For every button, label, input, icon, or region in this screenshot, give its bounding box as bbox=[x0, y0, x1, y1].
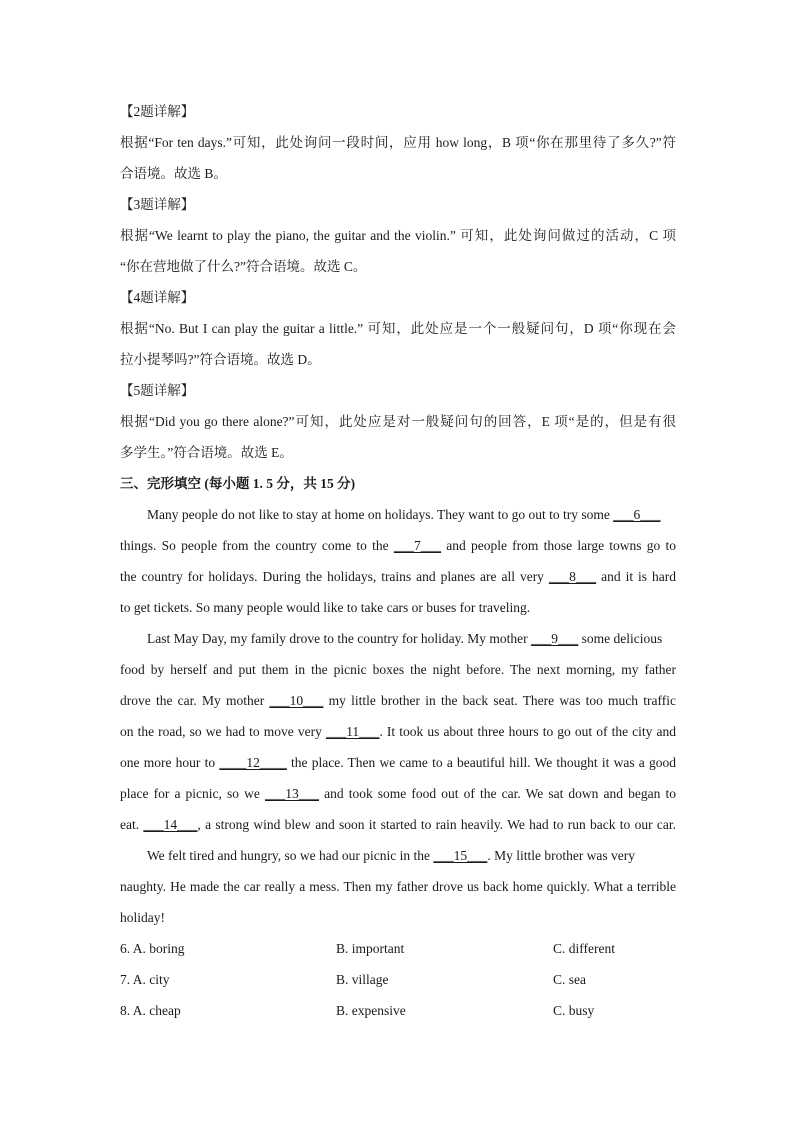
document-page bbox=[120, 96, 676, 1026]
passage-line bbox=[120, 499, 676, 530]
passage-text: food by herself and put them in the picnic boxes the night before. The next morning, my father bbox=[120, 662, 676, 677]
passage-text: and it is hard bbox=[596, 569, 676, 584]
explanation-2-line-1: 根据“For ten days.”可知，此处询问一段时间，应用 how long，B 项“你在那里待了多久?”符 bbox=[120, 135, 676, 150]
explanation-2-line-2: 合语境。故选 B。 bbox=[120, 166, 227, 181]
option-row-6 bbox=[120, 933, 676, 964]
passage-line bbox=[120, 561, 676, 592]
passage-text: . It took us about three hours to go out of the city and bbox=[379, 724, 676, 739]
passage-line bbox=[120, 592, 676, 623]
passage-text: . My little brother was very bbox=[487, 848, 636, 863]
passage-text: drove the car. My mother bbox=[120, 693, 270, 708]
blank-15: ___15___ bbox=[433, 848, 488, 863]
explanation-4-line-2: 拉小提琴吗?”符合语境。故选 D。 bbox=[120, 352, 321, 367]
passage-text: and took some food out of the car. We sat down and began to bbox=[318, 786, 676, 801]
blank-14: ___14___ bbox=[143, 817, 198, 832]
option-6c: C. different bbox=[553, 941, 615, 956]
passage-line bbox=[120, 530, 676, 561]
passage-text: holiday! bbox=[120, 910, 165, 925]
passage-line bbox=[120, 778, 676, 809]
passage-text: some delicious bbox=[578, 631, 663, 646]
passage-text: the place. Then we came to a beautiful hill. We thought it was a good bbox=[286, 755, 676, 770]
passage-text: Many people do not like to stay at home on holidays. They want to go out to try some bbox=[147, 507, 614, 522]
blank-11: ___11___ bbox=[325, 724, 380, 739]
passage-text: and people from those large towns go to bbox=[441, 538, 676, 553]
explanation-5-line-1: 根据“Did you go there alone?”可知，此处应是对一般疑问句的回答，E 项“是的，但是有很 bbox=[120, 414, 676, 429]
option-7b: B. village bbox=[336, 972, 389, 987]
passage-text: naughty. He made the car really a mess. Then my father drove us back home quickly. What a terrible bbox=[120, 879, 676, 894]
blank-12: ____12____ bbox=[219, 755, 287, 770]
passage-text: eat. bbox=[120, 817, 144, 832]
passage-text: to get tickets. So many people would like to take cars or buses for traveling. bbox=[120, 600, 531, 615]
blank-13: ___13___ bbox=[264, 786, 319, 801]
passage-line bbox=[120, 809, 676, 840]
option-6a: 6. A. boring bbox=[120, 941, 185, 956]
section-title: 三、完形填空 (每小题 1. 5 分，共 15 分) bbox=[120, 476, 356, 491]
explanation-3-line-2: “你在营地做了什么?”符合语境。故选 C。 bbox=[120, 259, 367, 274]
passage-line bbox=[120, 654, 676, 685]
passage-text: on the road, so we had to move very bbox=[120, 724, 326, 739]
passage-line bbox=[120, 716, 676, 747]
explanation-5-line-2: 多学生。”符合语境。故选 E。 bbox=[120, 445, 293, 460]
explanation-4-line-1: 根据“No. But I can play the guitar a little.” 可知，此处应是一个一般疑问句，D 项“你现在会 bbox=[120, 321, 676, 336]
option-8a: 8. A. cheap bbox=[120, 1003, 181, 1018]
option-row-8 bbox=[120, 995, 676, 1026]
option-8b: B. expensive bbox=[336, 1003, 406, 1018]
blank-9: ___9___ bbox=[531, 631, 579, 646]
option-row-7 bbox=[120, 964, 676, 995]
passage-line bbox=[120, 871, 676, 902]
option-6b: B. important bbox=[336, 941, 405, 956]
passage-text: one more hour to bbox=[120, 755, 220, 770]
passage-text: Last May Day, my family drove to the country for holiday. My mother bbox=[147, 631, 532, 646]
explanation-5-title: 【5题详解】 bbox=[120, 383, 195, 398]
passage-text: place for a picnic, so we bbox=[120, 786, 265, 801]
option-7c: C. sea bbox=[553, 972, 586, 987]
passage-line bbox=[120, 840, 676, 871]
passage-text: , a strong wind blew and soon it started to rain heavily. We had to run back to our car. bbox=[197, 817, 676, 832]
blank-8: ___8___ bbox=[548, 569, 597, 584]
passage-text: my little brother in the back seat. There was too much traffic bbox=[323, 693, 676, 708]
passage-text: the country for holidays. During the holidays, trains and planes are all very bbox=[120, 569, 549, 584]
blank-10: ___10___ bbox=[269, 693, 324, 708]
blank-7: ___7___ bbox=[393, 538, 442, 553]
explanation-3-line-1: 根据“We learnt to play the piano, the guitar and the violin.” 可知，此处询问做过的活动，C 项 bbox=[120, 228, 676, 243]
passage-line bbox=[120, 902, 676, 933]
passage-line bbox=[120, 747, 676, 778]
option-8c: C. busy bbox=[553, 1003, 595, 1018]
passage-text: things. So people from the country come to the bbox=[120, 538, 394, 553]
option-7a: 7. A. city bbox=[120, 972, 170, 987]
passage-line bbox=[120, 685, 676, 716]
explanation-4-title: 【4题详解】 bbox=[120, 290, 195, 305]
blank-6: ___6___ bbox=[613, 507, 661, 522]
explanation-3-title: 【3题详解】 bbox=[120, 197, 195, 212]
passage-line bbox=[120, 623, 676, 654]
passage-text: We felt tired and hungry, so we had our picnic in the bbox=[147, 848, 434, 863]
explanation-2-title: 【2题详解】 bbox=[120, 104, 195, 119]
